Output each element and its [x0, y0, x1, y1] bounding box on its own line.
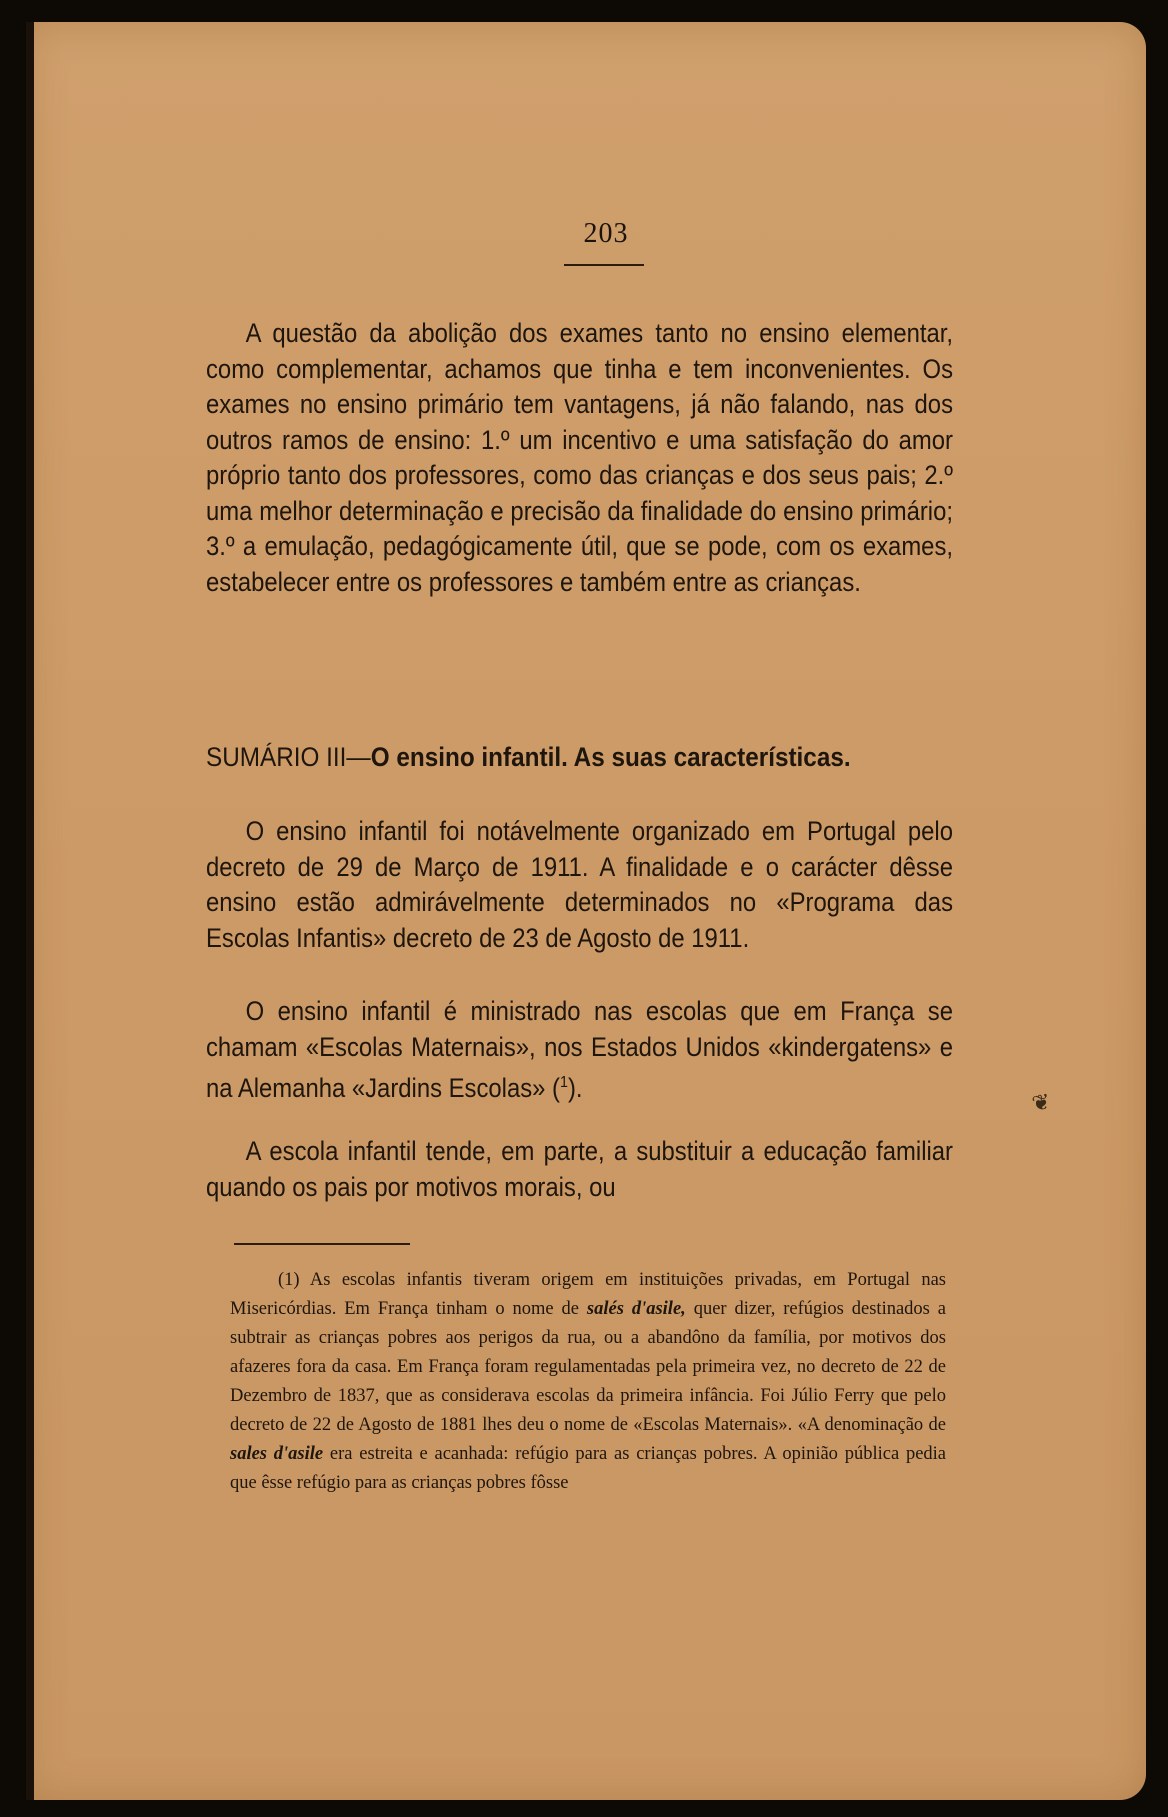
page-number: 203 — [583, 218, 629, 249]
footnote-text-3: era estreita e acanhada: refúgio para as crianças pobres. A opinião pública pedia que êsse refúgio para as crianças pobres fôsse — [230, 1444, 947, 1493]
footnote-italic-2: sales d'asile — [230, 1444, 324, 1464]
footnote-rule — [234, 1243, 410, 1245]
section-heading — [206, 742, 953, 773]
paragraph-infant-school: A escola infantil tende, em parte, a substituir a educação familiar quando os pais por motivos morais, ou — [206, 1136, 954, 1202]
book-page — [26, 22, 1146, 1800]
page-number-rule — [564, 264, 644, 266]
heading-title: O ensino infantil. As suas características. — [370, 742, 851, 772]
paragraph-schools: O ensino infantil é ministrado nas escolas que em França se chamam «Escolas Maternais», nos Estados Unidos «kindergatens» e na Alemanha «Jardins Escolas» ($^1$). — [206, 996, 954, 1103]
footnote-marker: (1) — [278, 1270, 300, 1290]
footnote-italic-1: salés d'asile, — [586, 1299, 686, 1319]
heading-prefix: SUMÁRIO III— — [206, 742, 371, 772]
margin-mark: ❦ — [1029, 1088, 1053, 1117]
paragraph-infant-education: O ensino infantil foi notávelmente organizado em Portugal pelo decreto de 29 de Março de 1911. A finalidade e o carácter dêsse ensino estão admirávelmente determinados no «Programa das Escolas Infantis» decreto de 23 de Agosto de 1911. — [206, 816, 954, 953]
footnote-reference: 1 — [559, 1074, 568, 1091]
paragraph-schools-text: O ensino infantil é ministrado nas escolas que em França se chamam «Escolas Maternais», nos Estados Unidos «kindergatens» e na Alemanha «Jardins Escolas» — [206, 996, 954, 1103]
footnote-text-2: quer dizer, refúgios destinados a subtrair as crianças pobres aos perigos da rua, ou a abandôno da família, por motivos dos afazeres fora da casa. Em França foram regulamentadas pela primeira vez, no decreto de 22 de Dezembro de 1837, que as considerava escolas da primeira infância. Foi Júlio Ferry que pelo decreto de 22 de Agosto de 1881 lhes deu o nome de «Escolas Maternais». «A denominação de — [230, 1299, 946, 1435]
footnote — [230, 1266, 946, 1498]
paragraph-exams: A questão da abolição dos exames tanto no ensino elementar, como complementar, achamos que tinha e tem inconvenientes. Os exames no ensino primário tem vantagens, já não falando, nas dos outros ramos de ensino: 1.º um incentivo e uma satisfação do amor próprio tanto dos professores, como das crianças e dos seus pais; 2.º uma melhor determinação e precisão da finalidade do ensino primário; 3.º a emulação, pedagógicamente útil, que se pode, com os exames, estabelecer entre os professores e também entre as crianças. — [206, 318, 954, 597]
footnote-text-1: As escolas infantis tiveram origem em instituições privadas, em Portugal nas Misericórdias. Em França tinham o nome de — [230, 1270, 946, 1319]
binding-gutter — [26, 22, 34, 1800]
